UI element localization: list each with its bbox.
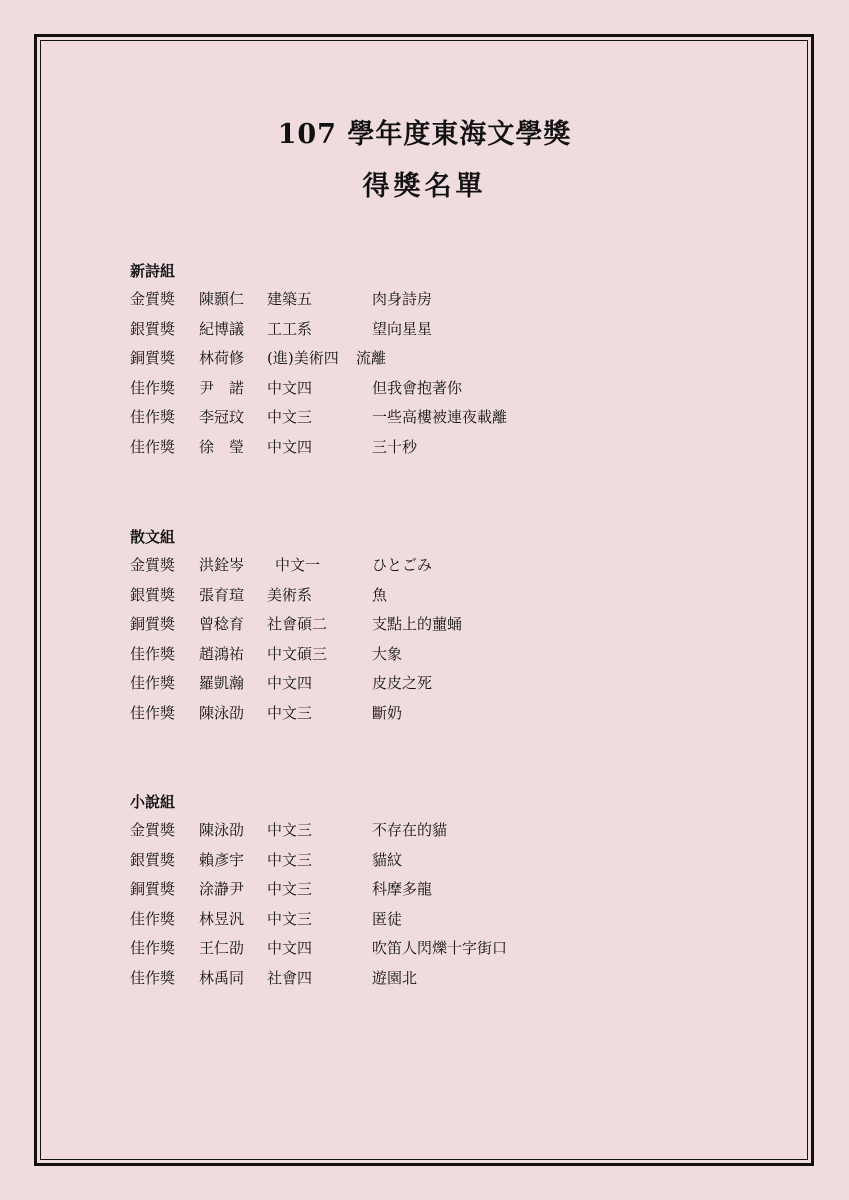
work-cell: 遊園北: [372, 968, 418, 987]
award-cell: 金質獎: [130, 556, 176, 574]
name-cell: 陳顥仁: [199, 290, 245, 308]
award-cell: 佳作獎: [130, 437, 176, 456]
dept-cell: 中文四: [267, 674, 313, 692]
table-row: [130, 285, 433, 315]
section-heading: 新詩組: [130, 262, 176, 280]
dept-cell: 中文一: [275, 556, 321, 574]
work-cell: 吹笛人閃爍十字街口: [372, 939, 508, 957]
table-row: [130, 875, 433, 905]
work-cell: 皮皮之死: [372, 674, 433, 692]
table-row: [130, 403, 508, 433]
award-cell: 佳作獎: [130, 939, 176, 957]
dept-cell: (進)美術四: [267, 349, 339, 367]
table-row: [130, 669, 433, 699]
dept-cell: 社會四: [267, 968, 313, 987]
table-row: [130, 640, 403, 670]
dept-cell: 工工系: [267, 319, 313, 338]
work-cell: 望向星星: [372, 319, 433, 338]
work-cell: 肉身詩房: [372, 290, 433, 308]
table-row: [130, 964, 418, 994]
table-row: [130, 551, 433, 581]
award-cell: 金質獎: [130, 821, 176, 839]
name-cell: 張育瑄: [199, 585, 245, 604]
dept-cell: 中文碩三: [267, 644, 328, 663]
page-title: 107 學年度東海文學獎: [277, 119, 572, 150]
dept-cell: 中文四: [267, 437, 313, 456]
name-cell: 林昱汎: [199, 909, 245, 928]
award-cell: 金質獎: [130, 290, 176, 308]
section-poetry: [130, 257, 508, 462]
section-prose: [130, 523, 463, 728]
section-fiction: [130, 788, 508, 993]
table-row: [130, 581, 388, 611]
award-cell: 銅質獎: [130, 880, 176, 898]
award-cell: 佳作獎: [130, 674, 176, 692]
award-cell: 銀質獎: [130, 319, 176, 338]
section-heading: 小說組: [130, 793, 176, 811]
award-cell: 佳作獎: [130, 408, 176, 426]
section-heading: 散文組: [130, 528, 176, 546]
award-cell: 銅質獎: [130, 615, 176, 633]
name-cell: 涂瀞尹: [199, 880, 245, 898]
table-row: [130, 905, 403, 935]
work-cell: 科摩多龍: [372, 880, 433, 898]
table-row: [130, 433, 418, 463]
table-row: [130, 374, 463, 404]
work-cell: 不存在的貓: [372, 821, 448, 839]
name-cell: 徐 瑩: [199, 437, 245, 456]
work-cell: 斷奶: [372, 703, 403, 722]
work-cell: 流離: [356, 349, 387, 367]
table-row: [130, 315, 433, 345]
award-cell: 佳作獎: [130, 703, 176, 722]
work-cell: 支點上的蘁蛹: [372, 615, 463, 633]
name-cell: 賴彥宇: [199, 850, 245, 869]
name-cell: 曾稔育: [199, 615, 245, 633]
table-row: [130, 699, 403, 729]
table-row: [130, 610, 463, 640]
name-cell: 李冠玟: [199, 408, 245, 426]
work-cell: 但我會抱著你: [372, 378, 463, 397]
award-cell: 銀質獎: [130, 850, 176, 869]
award-cell: 銅質獎: [130, 349, 176, 367]
name-cell: 尹 諾: [199, 378, 245, 397]
award-cell: 佳作獎: [130, 909, 176, 928]
dept-cell: 中文三: [267, 880, 313, 898]
work-cell: 大象: [372, 644, 403, 663]
name-cell: 陳泳劭: [199, 703, 245, 722]
dept-cell: 中文三: [267, 850, 313, 869]
name-cell: 陳泳劭: [199, 821, 245, 839]
award-cell: 佳作獎: [130, 968, 176, 987]
work-cell: 魚: [372, 585, 388, 604]
table-row: [130, 846, 403, 876]
dept-cell: 中文四: [267, 378, 313, 397]
name-cell: 林禹同: [199, 968, 245, 987]
page-subtitle: 得獎名單: [362, 171, 487, 202]
name-cell: 羅凱瀚: [199, 674, 245, 692]
name-cell: 洪銓岑: [199, 556, 245, 574]
dept-cell: 建築五: [267, 290, 313, 308]
dept-cell: 社會碩二: [267, 615, 328, 633]
work-cell: 一些高樓被連夜載離: [372, 408, 508, 426]
name-cell: 紀博議: [199, 319, 245, 338]
name-cell: 趙鴻祐: [199, 644, 245, 663]
award-cell: 佳作獎: [130, 378, 176, 397]
table-row: [130, 816, 448, 846]
name-cell: 王仁劭: [199, 939, 245, 957]
dept-cell: 中文四: [267, 939, 313, 957]
dept-cell: 中文三: [267, 703, 313, 722]
dept-cell: 中文三: [267, 821, 313, 839]
work-cell: 三十秒: [372, 437, 418, 456]
award-cell: 銀質獎: [130, 585, 176, 604]
table-row: [130, 344, 387, 374]
work-cell: 貓紋: [372, 850, 403, 869]
work-cell: 匿徒: [372, 909, 403, 928]
dept-cell: 中文三: [267, 408, 313, 426]
dept-cell: 中文三: [267, 909, 313, 928]
dept-cell: 美術系: [267, 585, 313, 604]
award-cell: 佳作獎: [130, 644, 176, 663]
work-cell: ひとごみ: [372, 556, 433, 574]
table-row: [130, 934, 508, 964]
name-cell: 林荷修: [199, 349, 245, 367]
